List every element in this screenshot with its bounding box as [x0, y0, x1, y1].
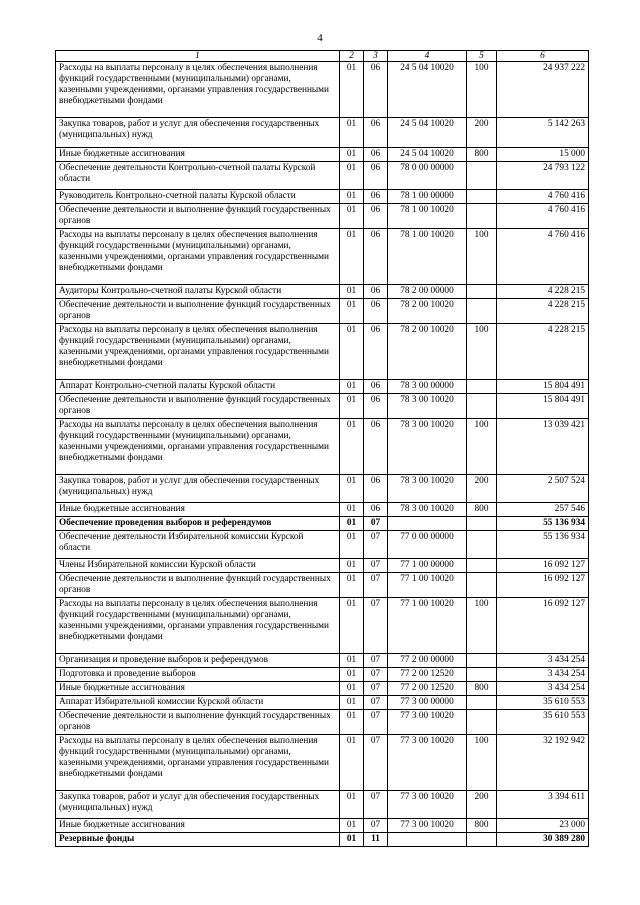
section-code: 01 — [340, 573, 364, 598]
subsection-code: 06 — [364, 394, 388, 419]
target-article-code: 78 2 00 00000 — [388, 285, 467, 299]
amount: 2 507 524 — [497, 475, 589, 503]
target-article-code: 77 3 00 10020 — [388, 819, 467, 833]
table-row — [56, 791, 589, 819]
subsection-code: 06 — [364, 148, 388, 162]
expense-type-code — [467, 285, 497, 299]
table-row — [56, 394, 589, 419]
column-header: 6 — [497, 51, 589, 62]
row-name: Организация и проведение выборов и референдумов — [56, 654, 340, 668]
expense-type-code: 100 — [467, 598, 497, 654]
amount: 4 228 215 — [497, 285, 589, 299]
section-code: 01 — [340, 204, 364, 229]
target-article-code: 78 1 00 00000 — [388, 190, 467, 204]
subsection-code: 06 — [364, 419, 388, 475]
amount: 15 000 — [497, 148, 589, 162]
row-name: Закупка товаров, работ и услуг для обеспечения государственных (муниципальных) нужд — [56, 118, 340, 148]
section-code: 01 — [340, 710, 364, 735]
row-name: Расходы на выплаты персоналу в целях обеспечения выполнения функций государственными (муниципальными) органами, казенными учреждениями, органами управления государственными внебюджетными фондами — [56, 324, 340, 380]
table-row — [56, 285, 589, 299]
amount: 13 039 421 — [497, 419, 589, 475]
target-article-code: 78 2 00 10020 — [388, 299, 467, 324]
expense-type-code — [467, 668, 497, 682]
subsection-code: 07 — [364, 668, 388, 682]
subsection-code: 07 — [364, 682, 388, 696]
section-code: 01 — [340, 517, 364, 531]
expense-type-code — [467, 394, 497, 419]
subsection-code: 07 — [364, 598, 388, 654]
row-name: Обеспечение деятельности и выполнение функций государственных органов — [56, 573, 340, 598]
row-name: Иные бюджетные ассигнования — [56, 148, 340, 162]
amount: 4 228 215 — [497, 299, 589, 324]
section-code: 01 — [340, 654, 364, 668]
table-row — [56, 696, 589, 710]
row-name: Руководитель Контрольно-счетной палаты Курской области — [56, 190, 340, 204]
target-article-code: 78 1 00 10020 — [388, 204, 467, 229]
section-code: 01 — [340, 682, 364, 696]
table-row — [56, 503, 589, 517]
expense-type-code — [467, 517, 497, 531]
expense-type-code — [467, 380, 497, 394]
row-name: Закупка товаров, работ и услуг для обеспечения государственных (муниципальных) нужд — [56, 475, 340, 503]
row-name: Расходы на выплаты персоналу в целях обеспечения выполнения функций государственными (муниципальными) органами, казенными учреждениями, органами управления государственными внебюджетными фондами — [56, 419, 340, 475]
row-name: Подготовка и проведение выборов — [56, 668, 340, 682]
section-code: 01 — [340, 162, 364, 190]
subsection-code: 07 — [364, 819, 388, 833]
amount: 24 937 222 — [497, 62, 589, 118]
amount: 35 610 553 — [497, 710, 589, 735]
row-name: Аппарат Контрольно-счетной палаты Курской области — [56, 380, 340, 394]
section-code: 01 — [340, 419, 364, 475]
target-article-code: 77 1 00 00000 — [388, 559, 467, 573]
row-name: Резервные фонды — [56, 833, 340, 847]
section-code: 01 — [340, 531, 364, 559]
subsection-code: 06 — [364, 475, 388, 503]
section-code: 01 — [340, 598, 364, 654]
section-code: 01 — [340, 819, 364, 833]
section-code: 01 — [340, 285, 364, 299]
target-article-code: 77 2 00 12520 — [388, 668, 467, 682]
section-code: 01 — [340, 559, 364, 573]
table-row — [56, 710, 589, 735]
row-name: Обеспечение деятельности и выполнение функций государственных органов — [56, 394, 340, 419]
amount: 257 546 — [497, 503, 589, 517]
amount: 3 394 611 — [497, 791, 589, 819]
target-article-code: 77 1 00 10020 — [388, 573, 467, 598]
expense-type-code — [467, 654, 497, 668]
subsection-code: 11 — [364, 833, 388, 847]
target-article-code: 24 5 04 10020 — [388, 148, 467, 162]
table-row — [56, 735, 589, 791]
amount: 32 192 942 — [497, 735, 589, 791]
row-name: Члены Избирательной комиссии Курской области — [56, 559, 340, 573]
target-article-code: 78 3 00 00000 — [388, 380, 467, 394]
table-row — [56, 190, 589, 204]
table-row — [56, 419, 589, 475]
amount: 15 804 491 — [497, 380, 589, 394]
table-row — [56, 324, 589, 380]
column-header: 5 — [467, 51, 497, 62]
table-row — [56, 204, 589, 229]
expense-type-code: 100 — [467, 735, 497, 791]
subsection-code: 06 — [364, 162, 388, 190]
table-row — [56, 833, 589, 847]
row-name: Обеспечение деятельности Контрольно-счетной палаты Курской области — [56, 162, 340, 190]
table-row — [56, 682, 589, 696]
subsection-code: 06 — [364, 299, 388, 324]
target-article-code: 77 2 00 00000 — [388, 654, 467, 668]
section-code: 01 — [340, 696, 364, 710]
table-row — [56, 229, 589, 285]
target-article-code: 77 3 00 10020 — [388, 735, 467, 791]
subsection-code: 06 — [364, 62, 388, 118]
subsection-code: 07 — [364, 531, 388, 559]
table-row — [56, 573, 589, 598]
table-row — [56, 531, 589, 559]
table-header-row — [56, 51, 589, 62]
section-code: 01 — [340, 380, 364, 394]
expense-type-code: 800 — [467, 503, 497, 517]
table-row — [56, 162, 589, 190]
row-name: Иные бюджетные ассигнования — [56, 503, 340, 517]
row-name: Иные бюджетные ассигнования — [56, 682, 340, 696]
subsection-code: 06 — [364, 204, 388, 229]
amount: 23 000 — [497, 819, 589, 833]
target-article-code: 78 3 00 10020 — [388, 394, 467, 419]
amount: 5 142 263 — [497, 118, 589, 148]
subsection-code: 06 — [364, 190, 388, 204]
expense-type-code: 100 — [467, 324, 497, 380]
table-row — [56, 517, 589, 531]
subsection-code: 07 — [364, 573, 388, 598]
expense-type-code: 200 — [467, 475, 497, 503]
section-code: 01 — [340, 118, 364, 148]
expense-type-code — [467, 833, 497, 847]
section-code: 01 — [340, 833, 364, 847]
subsection-code: 07 — [364, 559, 388, 573]
amount: 4 760 416 — [497, 229, 589, 285]
amount: 4 760 416 — [497, 204, 589, 229]
section-code: 01 — [340, 475, 364, 503]
amount: 55 136 934 — [497, 531, 589, 559]
section-code: 01 — [340, 791, 364, 819]
target-article-code: 78 3 00 10020 — [388, 419, 467, 475]
expense-type-code: 100 — [467, 419, 497, 475]
amount: 4 228 215 — [497, 324, 589, 380]
expense-type-code — [467, 299, 497, 324]
table-row — [56, 598, 589, 654]
target-article-code: 24 5 04 10020 — [388, 62, 467, 118]
expense-type-code: 800 — [467, 148, 497, 162]
subsection-code: 06 — [364, 285, 388, 299]
target-article-code — [388, 833, 467, 847]
target-article-code: 78 1 00 10020 — [388, 229, 467, 285]
row-name: Иные бюджетные ассигнования — [56, 819, 340, 833]
table-row — [56, 819, 589, 833]
subsection-code: 07 — [364, 654, 388, 668]
expense-type-code — [467, 559, 497, 573]
section-code: 01 — [340, 735, 364, 791]
amount: 35 610 553 — [497, 696, 589, 710]
subsection-code: 07 — [364, 791, 388, 819]
row-name: Расходы на выплаты персоналу в целях обеспечения выполнения функций государственными (муниципальными) органами, казенными учреждениями, органами управления государственными внебюджетными фондами — [56, 598, 340, 654]
expense-type-code: 800 — [467, 682, 497, 696]
expense-type-code: 100 — [467, 229, 497, 285]
target-article-code: 77 3 00 10020 — [388, 791, 467, 819]
table-row — [56, 380, 589, 394]
target-article-code: 24 5 04 10020 — [388, 118, 467, 148]
expense-type-code — [467, 710, 497, 735]
target-article-code: 78 3 00 10020 — [388, 475, 467, 503]
target-article-code: 78 0 00 00000 — [388, 162, 467, 190]
target-article-code: 77 1 00 10020 — [388, 598, 467, 654]
row-name: Аудиторы Контрольно-счетной палаты Курской области — [56, 285, 340, 299]
target-article-code: 78 2 00 10020 — [388, 324, 467, 380]
section-code: 01 — [340, 299, 364, 324]
subsection-code: 06 — [364, 324, 388, 380]
column-header: 1 — [56, 51, 340, 62]
row-name: Расходы на выплаты персоналу в целях обеспечения выполнения функций государственными (муниципальными) органами, казенными учреждениями, органами управления государственными внебюджетными фондами — [56, 229, 340, 285]
amount: 16 092 127 — [497, 573, 589, 598]
target-article-code — [388, 517, 467, 531]
amount: 3 434 254 — [497, 682, 589, 696]
subsection-code: 07 — [364, 710, 388, 735]
subsection-code: 06 — [364, 229, 388, 285]
section-code: 01 — [340, 148, 364, 162]
subsection-code: 06 — [364, 503, 388, 517]
budget-table — [55, 50, 589, 847]
expense-type-code: 800 — [467, 819, 497, 833]
row-name: Обеспечение деятельности и выполнение функций государственных органов — [56, 299, 340, 324]
amount: 24 793 122 — [497, 162, 589, 190]
expense-type-code — [467, 162, 497, 190]
page-number: 4 — [317, 32, 323, 44]
row-name: Обеспечение деятельности и выполнение функций государственных органов — [56, 710, 340, 735]
expense-type-code — [467, 190, 497, 204]
expense-type-code: 200 — [467, 118, 497, 148]
expense-type-code — [467, 573, 497, 598]
section-code: 01 — [340, 324, 364, 380]
amount: 3 434 254 — [497, 668, 589, 682]
row-name: Обеспечение деятельности Избирательной комиссии Курской области — [56, 531, 340, 559]
table-row — [56, 148, 589, 162]
column-header: 2 — [340, 51, 364, 62]
amount: 15 804 491 — [497, 394, 589, 419]
amount: 4 760 416 — [497, 190, 589, 204]
row-name: Расходы на выплаты персоналу в целях обеспечения выполнения функций государственными (муниципальными) органами, казенными учреждениями, органами управления государственными внебюджетными фондами — [56, 735, 340, 791]
amount: 3 434 254 — [497, 654, 589, 668]
subsection-code: 06 — [364, 380, 388, 394]
section-code: 01 — [340, 229, 364, 285]
section-code: 01 — [340, 190, 364, 204]
target-article-code: 78 3 00 10020 — [388, 503, 467, 517]
table-row — [56, 654, 589, 668]
expense-type-code — [467, 696, 497, 710]
target-article-code: 77 2 00 12520 — [388, 682, 467, 696]
amount: 16 092 127 — [497, 559, 589, 573]
table-row — [56, 668, 589, 682]
column-header: 4 — [388, 51, 467, 62]
row-name: Расходы на выплаты персоналу в целях обеспечения выполнения функций государственными (муниципальными) органами, казенными учреждениями, органами управления государственными внебюджетными фондами — [56, 62, 340, 118]
row-name: Обеспечение проведения выборов и референдумов — [56, 517, 340, 531]
target-article-code: 77 3 00 00000 — [388, 696, 467, 710]
table-row — [56, 118, 589, 148]
table-row — [56, 62, 589, 118]
amount: 16 092 127 — [497, 598, 589, 654]
section-code: 01 — [340, 668, 364, 682]
amount: 55 136 934 — [497, 517, 589, 531]
subsection-code: 06 — [364, 118, 388, 148]
expense-type-code — [467, 531, 497, 559]
subsection-code: 07 — [364, 517, 388, 531]
row-name: Обеспечение деятельности и выполнение функций государственных органов — [56, 204, 340, 229]
target-article-code: 77 0 00 00000 — [388, 531, 467, 559]
column-header: 3 — [364, 51, 388, 62]
section-code: 01 — [340, 503, 364, 517]
section-code: 01 — [340, 62, 364, 118]
expense-type-code — [467, 204, 497, 229]
subsection-code: 07 — [364, 735, 388, 791]
expense-type-code: 100 — [467, 62, 497, 118]
table-row — [56, 299, 589, 324]
section-code: 01 — [340, 394, 364, 419]
expense-type-code: 200 — [467, 791, 497, 819]
target-article-code: 77 3 00 10020 — [388, 710, 467, 735]
table-row — [56, 475, 589, 503]
subsection-code: 07 — [364, 696, 388, 710]
table-row — [56, 559, 589, 573]
row-name: Закупка товаров, работ и услуг для обеспечения государственных (муниципальных) нужд — [56, 791, 340, 819]
row-name: Аппарат Избирательной комиссии Курской области — [56, 696, 340, 710]
amount: 30 389 280 — [497, 833, 589, 847]
